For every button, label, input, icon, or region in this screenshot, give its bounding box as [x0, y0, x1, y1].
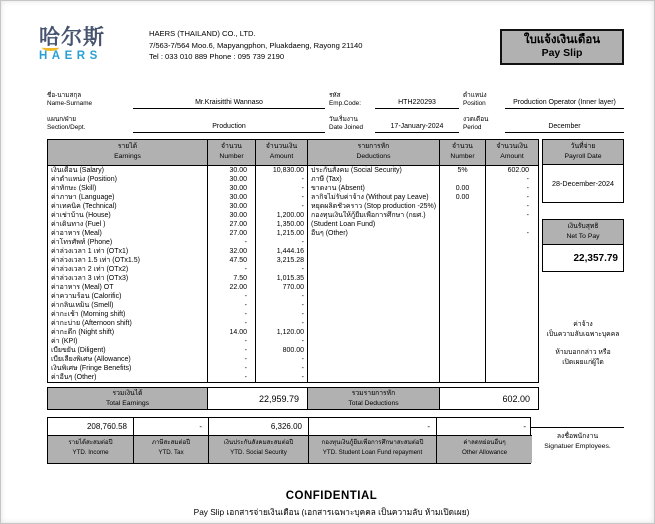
- deduction-row-label: ขาดงาน (Absent): [308, 184, 440, 193]
- earning-row-label: ค่าล่วงเวลา 1 เท่า (OTx1): [48, 247, 208, 256]
- employee-info: [47, 89, 624, 133]
- earnings-column-header: รายได้ Earnings: [48, 140, 208, 166]
- signature-label-th: ลงชื่อพนักงาน: [556, 433, 599, 440]
- earning-row-label: ค่า (KPI): [48, 337, 208, 346]
- earning-row-amount: 3,215.28: [256, 256, 308, 265]
- earning-row-label: เงินพิเศษ (Fringe Benefits): [48, 364, 208, 373]
- earning-row-number: -: [208, 319, 256, 328]
- earning-row-number: 7.50: [208, 274, 256, 283]
- deduction-row-label: [308, 355, 440, 364]
- earning-row-amount: -: [256, 175, 308, 184]
- confidential-note: ค่าจ้าง เป็นความลับเฉพาะบุคคล ห้ามบอกกล่าว หรือ เปิดเผยแก่ผู้ใด: [546, 321, 620, 366]
- payslip-title-en: Pay Slip: [541, 47, 583, 59]
- deduction-row-amount: [486, 238, 538, 247]
- earning-row-amount: 1,444.16: [256, 247, 308, 256]
- earning-row-label: ค่าอื่นๆ (Other): [48, 373, 208, 382]
- date-joined-value: 17-January-2024: [375, 122, 459, 133]
- deduction-row-amount: [486, 265, 538, 274]
- deduction-row-amount: [486, 373, 538, 382]
- earning-row-number: -: [208, 364, 256, 373]
- employee-info-row: [47, 89, 624, 109]
- deduction-row-amount: -: [526, 230, 529, 237]
- logo-latin-text: HAERS: [39, 50, 102, 62]
- earning-row-label: ค่าอาหาร (Meal) OT: [48, 283, 208, 292]
- ytd-value: 6,326.00: [209, 418, 309, 436]
- total-deductions-value: 602.00: [502, 393, 530, 404]
- earning-row-label: ค่าภาษา (Language): [48, 193, 208, 202]
- deduction-row-label: [308, 328, 440, 337]
- deduction-row-label: [308, 238, 440, 247]
- deduction-row-number: [440, 328, 486, 337]
- earning-row-label: ค่ากะดึก (Night shift): [48, 328, 208, 337]
- deduction-row-label: ลากิจไม่รับค่าจ้าง (Without pay Leave): [308, 193, 440, 202]
- earning-row-amount: -: [256, 193, 308, 202]
- earning-row-number: -: [208, 292, 256, 301]
- deduction-row-amount: [486, 220, 538, 229]
- earning-row-number: -: [208, 310, 256, 319]
- totals-row: [47, 387, 539, 410]
- ytd-label: ภาษีสะสมต่อปี YTD. Tax: [134, 436, 209, 463]
- logo-smile-icon: [42, 44, 59, 51]
- earning-row-label: เบี้ยขยัน (Diligent): [48, 346, 208, 355]
- deduction-row-amount: [486, 337, 538, 346]
- earning-row-amount: -: [256, 373, 308, 382]
- earning-row-amount: -: [256, 310, 308, 319]
- logo-chinese-text: 哈尔斯: [39, 25, 105, 49]
- deduction-row-number: [440, 202, 486, 211]
- deduction-row-number: [440, 337, 486, 346]
- deduction-row-number: [440, 256, 486, 265]
- earnings-number-header: จำนวน Number: [208, 140, 256, 166]
- payslip-title-box: [500, 29, 624, 65]
- deduction-row-label: [308, 337, 440, 346]
- earning-row-label: ค่าอาหาร (Meal): [48, 229, 208, 238]
- deduction-row-number: [440, 247, 486, 256]
- deduction-row-number: [440, 220, 486, 229]
- payroll-date-header: วันที่จ่าย Payroll Date: [542, 139, 624, 165]
- earning-row-number: 22.00: [208, 283, 256, 292]
- deduction-row-number: 0.00: [440, 184, 486, 193]
- earning-row-label: ค่าล่วงเวลา 2 เท่า (OTx2): [48, 265, 208, 274]
- total-deductions-label: รวมรายการหัก Total Deductions: [308, 388, 440, 409]
- deduction-row-amount: -: [526, 185, 529, 192]
- deduction-row-amount: [486, 292, 538, 301]
- right-panel: [542, 139, 624, 383]
- footer: [39, 490, 624, 519]
- earning-row-number: 30.00: [208, 175, 256, 184]
- earning-row-amount: -: [256, 292, 308, 301]
- earning-row-amount: -: [256, 184, 308, 193]
- main-section: [47, 139, 624, 383]
- earning-row-label: ค่าล่วงเวลา 3 เท่า (OTx3): [48, 274, 208, 283]
- company-phone: Tel : 033 010 889 Phone : 095 739 2190: [149, 52, 285, 61]
- deduction-row-label: [308, 364, 440, 373]
- deduction-row-number: [440, 346, 486, 355]
- deduction-row-label: หยุดผลิตชั่วคราว (Stop production -25%): [308, 202, 440, 211]
- earning-row-number: 30.00: [208, 202, 256, 211]
- deduction-row-amount: -: [526, 176, 529, 183]
- name-label: ชื่อ-นามสกุล Name-Surname: [47, 91, 93, 107]
- earning-row-number: 30.00: [208, 184, 256, 193]
- earning-row-label: เงินเดือน (Salary): [48, 166, 208, 175]
- earning-row-amount: -: [256, 319, 308, 328]
- earning-row-number: 14.00: [208, 328, 256, 337]
- deduction-row-amount: [486, 319, 538, 328]
- deduction-row-amount: [486, 247, 538, 256]
- deduction-row-label: อื่นๆ (Other): [308, 229, 440, 238]
- deduction-row-number: [440, 274, 486, 283]
- net-to-pay-value: 22,357.79: [542, 245, 624, 272]
- deduction-row-amount: [486, 301, 538, 310]
- employee-info-row: [47, 113, 624, 133]
- deduction-row-label: [308, 319, 440, 328]
- company-address: 7/563-7/564 Moo.6, Mapyangphon, Pluakdaeng, Rayong 21140: [149, 40, 363, 50]
- earning-row-amount: 1,200.00: [256, 211, 308, 220]
- deduction-row-amount: -: [526, 212, 529, 219]
- deductions-amount-header: จำนวนเงิน Amount: [486, 140, 538, 166]
- earning-row-label: ค่าทักษะ (Skill): [48, 184, 208, 193]
- date-joined-label: วันเริ่มงาน Date Joined: [329, 115, 364, 131]
- earning-row-label: ค่าล่วงเวลา 1.5 เท่า (OTx1.5): [48, 256, 208, 265]
- deduction-row-amount: [486, 274, 538, 283]
- deduction-row-number: [440, 310, 486, 319]
- deduction-row-label: กองทุนเงินให้กู้ยืมเพื่อการศึกษา (กยศ.): [308, 211, 440, 220]
- earning-row-number: -: [208, 238, 256, 247]
- total-earnings-value: 22,959.79: [208, 388, 308, 409]
- ytd-label: เงินประกันสังคมสะสมต่อปี YTD. Social Security: [209, 436, 309, 463]
- earning-row-number: 30.00: [208, 193, 256, 202]
- deduction-row-number: [440, 319, 486, 328]
- earning-row-amount: 800.00: [256, 346, 308, 355]
- deduction-row-amount: -: [526, 203, 529, 210]
- ytd-table: [47, 417, 531, 464]
- earning-row-number: -: [208, 346, 256, 355]
- deduction-row-number: 0.00: [440, 193, 486, 202]
- earnings-deductions-table: [47, 139, 539, 383]
- deduction-row-number: [440, 283, 486, 292]
- deduction-row-number: [440, 175, 486, 184]
- deduction-row-label: [308, 265, 440, 274]
- earning-row-amount: 1,350.00: [256, 220, 308, 229]
- deduction-row-label: [308, 274, 440, 283]
- earning-row-amount: 1,015.35: [256, 274, 308, 283]
- position-value: Production Operator (Inner layer): [505, 98, 624, 109]
- deduction-row-amount: [486, 256, 538, 265]
- deduction-row-number: [440, 301, 486, 310]
- deduction-row-number: 5%: [440, 166, 486, 175]
- deduction-row-amount: -: [526, 194, 529, 201]
- earning-row-amount: -: [256, 202, 308, 211]
- haers-logo: [39, 25, 135, 62]
- signature-label-en: Signatuer Employees.: [544, 443, 611, 450]
- total-earnings-label: รวมเงินได้ Total Earnings: [48, 388, 208, 409]
- deduction-row-amount: [486, 364, 538, 373]
- earning-row-number: 47.50: [208, 256, 256, 265]
- deduction-row-number: [440, 292, 486, 301]
- deduction-row-label: [308, 247, 440, 256]
- earning-row-amount: -: [256, 337, 308, 346]
- earning-row-number: -: [208, 373, 256, 382]
- earning-row-label: ค่าโทรศัพท์ (Phone): [48, 238, 208, 247]
- deduction-row-number: [440, 211, 486, 220]
- earning-row-amount: -: [256, 355, 308, 364]
- deduction-row-label: [308, 283, 440, 292]
- earning-row-amount: 770.00: [256, 283, 308, 292]
- ytd-value: 208,760.58: [48, 418, 134, 436]
- deduction-row-amount: [486, 283, 538, 292]
- company-info: [135, 25, 500, 63]
- name-value: Mr.Kraisitthi Wannaso: [133, 98, 325, 109]
- company-name: HAERS (THAILAND) CO., LTD.: [149, 29, 256, 38]
- earning-row-number: -: [208, 265, 256, 274]
- ytd-value: -: [134, 418, 209, 436]
- earnings-amount-header: จำนวนเงิน Amount: [256, 140, 308, 166]
- earning-row-label: ค่าเทคนิค (Technical): [48, 202, 208, 211]
- net-to-pay-header: เงินรับสุทธิ Net To Pay: [542, 219, 624, 245]
- earning-row-label: ค่าความร้อน (Calorific): [48, 292, 208, 301]
- earning-row-label: ค่ากลิ่นเหม็น (Smell): [48, 301, 208, 310]
- earning-row-amount: -: [256, 238, 308, 247]
- earning-row-label: ค่าเดินทาง (Fuel ): [48, 220, 208, 229]
- ytd-value: -: [309, 418, 437, 436]
- earning-row-label: ค่าเช่าบ้าน (House): [48, 211, 208, 220]
- earning-row-amount: 10,830.00: [256, 166, 308, 175]
- emp-code-value: HTH220293: [375, 98, 459, 109]
- deduction-row-number: [440, 355, 486, 364]
- earning-row-number: -: [208, 337, 256, 346]
- earning-row-label: ค่ากะบ่าย (Afternoon shift): [48, 319, 208, 328]
- earning-row-amount: -: [256, 265, 308, 274]
- emp-code-label: รหัส Emp.Code:: [329, 91, 361, 107]
- period-value: December: [505, 122, 624, 133]
- bottom-section: [47, 417, 624, 464]
- ytd-label: กองทุนเงินกู้ยืมเพื่อการศึกษาสะสมต่อปี YTD. Student Loan Fund repayment: [309, 436, 437, 463]
- deduction-row-amount: [486, 346, 538, 355]
- deduction-row-number: [440, 373, 486, 382]
- deductions-column-header: รายการหัก Deductions: [308, 140, 440, 166]
- earning-row-amount: 1,120.00: [256, 328, 308, 337]
- earning-row-label: ค่ากะเช้า (Morning shift): [48, 310, 208, 319]
- employee-signature-block: [531, 427, 624, 452]
- position-label: ตำแหน่ง Position: [463, 91, 487, 107]
- deductions-number-header: จำนวน Number: [440, 140, 486, 166]
- deduction-row-label: [308, 301, 440, 310]
- deduction-row-number: [440, 265, 486, 274]
- confidential-title: CONFIDENTIAL: [285, 490, 378, 502]
- earning-row-number: 27.00: [208, 220, 256, 229]
- deduction-row-label: ประกันสังคม (Social Security): [308, 166, 440, 175]
- earning-row-label: ค่าตำแหน่ง (Position): [48, 175, 208, 184]
- deduction-row-label: [308, 256, 440, 265]
- ytd-value: -: [437, 418, 532, 436]
- deduction-row-number: [440, 229, 486, 238]
- deduction-row-amount: [486, 310, 538, 319]
- earning-row-number: 30.00: [208, 211, 256, 220]
- ytd-label: รายได้สะสมต่อปี YTD. Income: [48, 436, 134, 463]
- deduction-row-label: [308, 346, 440, 355]
- header: [39, 25, 624, 81]
- deduction-row-label: [308, 292, 440, 301]
- earning-row-amount: 1,215.00: [256, 229, 308, 238]
- earning-row-number: -: [208, 301, 256, 310]
- earning-row-number: -: [208, 355, 256, 364]
- section-label: แผนก/ฝ่าย Section/Dept.: [47, 115, 86, 131]
- earning-row-amount: -: [256, 364, 308, 373]
- section-value: Production: [133, 122, 325, 133]
- deduction-row-label: (Student Loan Fund): [308, 220, 440, 229]
- period-label: งวดเดือน Period: [463, 115, 489, 131]
- deduction-row-label: [308, 310, 440, 319]
- earning-row-amount: -: [256, 301, 308, 310]
- payslip-title-th: ใบแจ้งเงินเดือน: [523, 34, 601, 46]
- earning-row-number: 30.00: [208, 166, 256, 175]
- payroll-date-value: 28-December-2024: [542, 165, 624, 203]
- deduction-row-label: ภาษี (Tax): [308, 175, 440, 184]
- earning-row-number: 27.00: [208, 229, 256, 238]
- earning-row-label: เบี้ยเลี้ยงพิเศษ (Allowance): [48, 355, 208, 364]
- deduction-row-amount: [486, 355, 538, 364]
- deduction-row-number: [440, 238, 486, 247]
- deduction-row-label: [308, 373, 440, 382]
- deduction-row-amount: [486, 328, 538, 337]
- earning-row-number: 32.00: [208, 247, 256, 256]
- deduction-row-amount: 602.00: [507, 167, 529, 174]
- ytd-label: ค่าลดหย่อนอื่นๆ Other Allowance: [437, 436, 532, 463]
- deduction-row-number: [440, 364, 486, 373]
- confidential-subtitle: Pay Slip เอกสารจ่ายเงินเดือน (เอกสารเฉพาะบุคคล เป็นความลับ ห้ามเปิดเผย): [193, 507, 470, 517]
